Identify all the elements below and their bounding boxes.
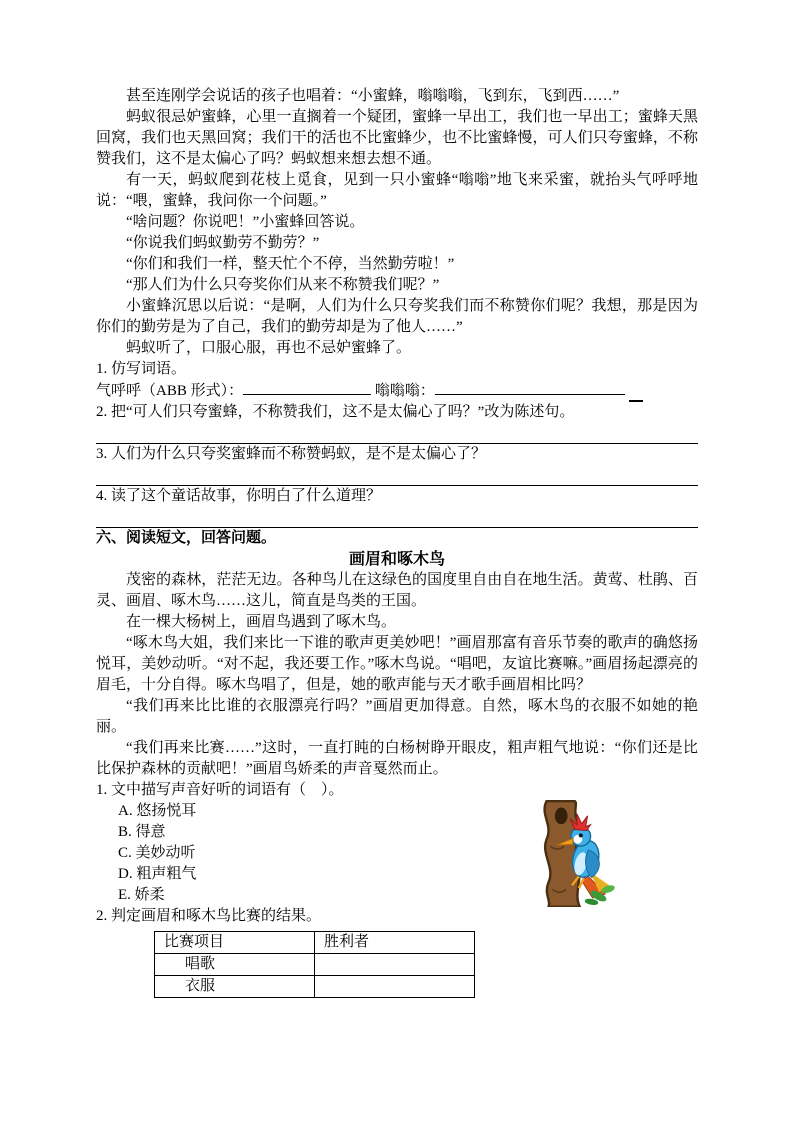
winner-answer-cell[interactable]	[315, 976, 475, 998]
option-e: E. 娇柔	[118, 887, 165, 903]
answer-blank[interactable]	[243, 380, 371, 395]
section-heading: 六、阅读短文，回答问题。	[96, 530, 277, 546]
story2-paragraph: 茂密的森林，茫茫无边。各种鸟儿在这绿色的国度里自由自在地生活。黄莺、杜鹃、百灵、画眉、啄木鸟……这儿，简直是鸟类的王国。	[96, 572, 698, 609]
story-thrush-and-woodpecker	[96, 570, 698, 780]
question-2-label: 2. 把“可人们只夸蜜蜂，不称赞我们，这不是太偏心了吗？”改为陈述句。	[96, 404, 575, 420]
story1-paragraph: 蚂蚁很忌妒蜜蜂，心里一直搁着一个疑团，蜜蜂一早出工，我们也一早出工；蜜蜂天黑回窝，我们也天黑回窝；我们干的活也不比蜜蜂少，也不比蜜蜂慢，可人们只夸蜜蜂，不称赞我们，这不是太偏心了吗？蚂蚁想来想去想不通。	[96, 109, 698, 167]
story1-paragraph: 小蜜蜂沉思以后说：“是啊，人们为什么只夸奖我们而不称赞你们呢？我想，那是因为你们的勤劳是为了自己，我们的勤劳却是为了他人……”	[96, 298, 698, 335]
answer-line[interactable]	[96, 465, 698, 486]
option-c: C. 美妙动听	[118, 845, 196, 861]
contest-item-singing: 唱歌	[155, 954, 315, 976]
answer-blank[interactable]	[435, 380, 625, 395]
story1-paragraph: “你们和我们一样，整天忙个不停，当然勤劳啦！”	[126, 256, 455, 272]
question-1-label: 1. 文中描写声音好听的词语有（ ）。	[96, 782, 344, 798]
story-title: 画眉和啄木鸟	[348, 551, 445, 568]
winner-answer-cell[interactable]	[315, 954, 475, 976]
table-header-row	[155, 932, 475, 954]
blank-label-weng: 嗡嗡嗡：	[374, 383, 435, 399]
woodpecker-illustration	[527, 799, 615, 907]
question-1-label: 1. 仿写词语。	[96, 361, 187, 377]
story2-paragraph: “啄木鸟大姐，我们来比一下谁的歌声更美妙吧！”画眉那富有音乐节奏的歌声的确悠扬悦耳，美妙动听。“对不起，我还要工作。”啄木鸟说。“唱吧，友谊比赛嘛。”画眉扬起漂亮的眉毛，十分自得。啄木鸟唱了，但是，她的歌声能与天才歌手画眉相比吗？	[96, 635, 698, 693]
section-six	[96, 528, 698, 998]
story1-paragraph: “你说我们蚂蚁勤劳不勤劳？”	[126, 235, 320, 251]
option-a: A. 悠扬悦耳	[118, 803, 197, 819]
results-table	[154, 931, 475, 998]
story-ant-and-bee	[96, 86, 698, 359]
table-row	[155, 976, 475, 998]
story1-paragraph: 有一天，蚂蚁爬到花枝上觅食，见到一只小蜜蜂“嗡嗡”地飞来采蜜，就抬头气呼呼地说：“喂，蜜蜂，我问你一个问题。”	[96, 172, 698, 209]
header-contest-item: 比赛项目	[155, 932, 315, 954]
question-1-blank-row	[96, 380, 698, 402]
question-4-label: 4. 读了这个童话故事，你明白了什么道理？	[96, 488, 382, 504]
table-row	[155, 954, 475, 976]
option-b: B. 得意	[118, 824, 166, 840]
story1-paragraph: “那人们为什么只夸奖你们从来不称赞我们呢？”	[126, 277, 440, 293]
contest-item-clothes: 衣服	[155, 976, 315, 998]
story2-paragraph: “我们再来比赛……”这时，一直打盹的白杨树睁开眼皮，粗声粗气地说：“你们还是比比保护森林的贡献吧！”画眉鸟娇柔的声音戛然而止。	[96, 740, 698, 777]
story1-paragraph: 甚至连刚学会说话的孩子也唱着：“小蜜蜂，嗡嗡嗡，飞到东，飞到西……”	[126, 88, 620, 104]
story1-paragraph: 蚂蚁听了，口服心服，再也不忌妒蜜蜂了。	[126, 340, 412, 356]
answer-line[interactable]	[96, 423, 698, 444]
header-winner: 胜利者	[315, 932, 475, 954]
story2-paragraph: 在一棵大杨树上，画眉鸟遇到了啄木鸟。	[126, 614, 397, 630]
story1-paragraph: “啥问题？你说吧！”小蜜蜂回答说。	[126, 214, 365, 230]
story2-paragraph: “我们再来比比谁的衣服漂亮行吗？”画眉更加得意。自然，啄木鸟的衣服不如她的艳丽。	[96, 698, 698, 735]
question-2-label: 2. 判定画眉和啄木鸟比赛的结果。	[96, 908, 322, 924]
section6-question-2	[96, 906, 698, 998]
story1-questions	[96, 359, 698, 528]
blank-label-abb: 气呼呼（ABB 形式）：	[96, 383, 244, 399]
woodpecker-on-tree-graphic	[527, 799, 615, 907]
answer-line[interactable]	[96, 507, 698, 528]
option-d: D. 粗声粗气	[118, 866, 197, 882]
stray-dash	[629, 396, 643, 402]
question-3-label: 3. 人们为什么只夸奖蜜蜂而不称赞蚂蚁，是不是太偏心了？	[96, 446, 487, 462]
